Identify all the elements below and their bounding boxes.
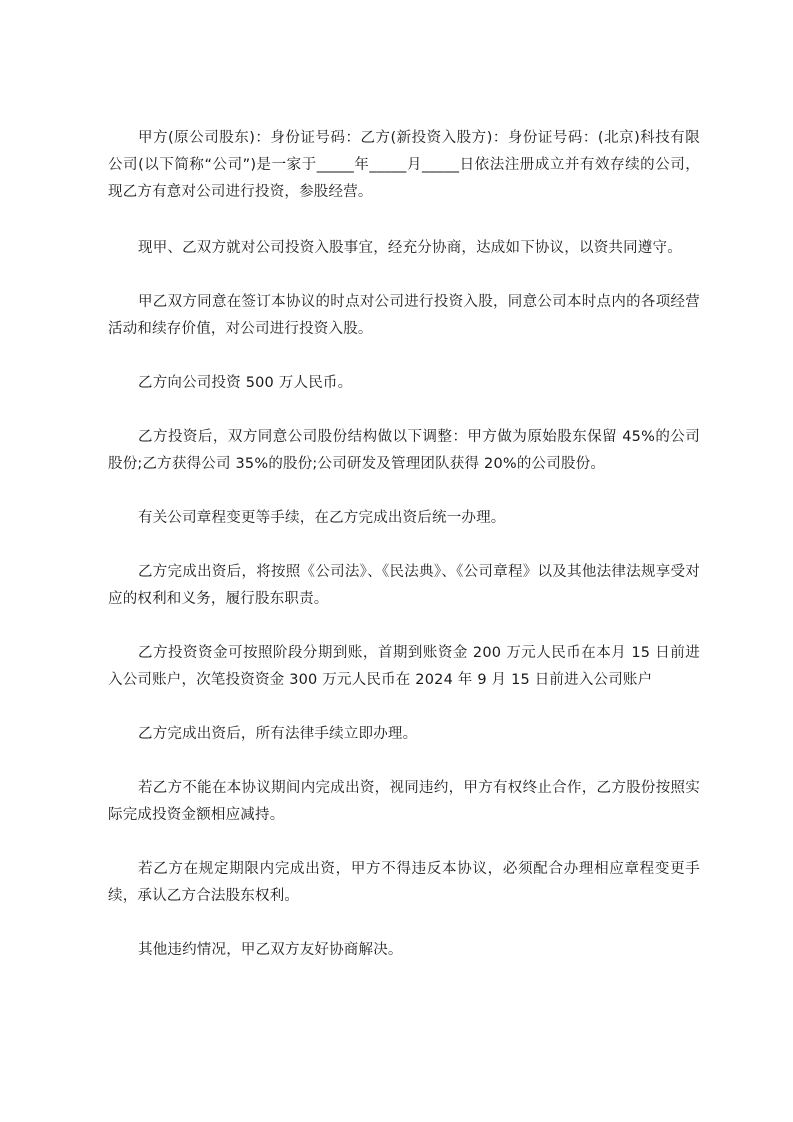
document-body (108, 125, 700, 991)
paragraph-rights-obligations: 乙方完成出资后，将按照《公司法》、《民法典》、《公司章程》以及其他法律法规享受对应的权利和义务，履行股东职责。 (108, 564, 700, 607)
paragraph-agreement-intro: 现甲、乙双方就对公司投资入股事宜，经充分协商，达成如下协议，以资共同遵守。 (138, 240, 682, 256)
paragraph-legal-procedures: 乙方完成出资后，所有法律手续立即办理。 (138, 726, 418, 742)
paragraph-parties: 甲方(原公司股东)：身份证号码：乙方(新投资入股方)：身份证号码：(北京)科技有限公司(以下简称“公司”)是一家于_____年_____月_____日依法注册成立并有效存续的公司，现乙方有意对公司进行投资，参股经营。 (108, 130, 700, 200)
paragraph-payment-schedule: 乙方投资资金可按照阶段分期到账，首期到账资金 200 万元人民币在本月 15 日前进入公司账户，次笔投资资金 300 万元人民币在 2024 年 9 月 15 日前进入公司账户 (108, 645, 700, 688)
paragraph-investment-amount: 乙方向公司投资 500 万人民币。 (138, 375, 353, 391)
paragraph-investment-consent: 甲乙双方同意在签订本协议的时点对公司进行投资入股，同意公司本时点内的各项经营活动和续存价值，对公司进行投资入股。 (108, 294, 700, 337)
paragraph-share-structure: 乙方投资后，双方同意公司股份结构做以下调整：甲方做为原始股东保留 45%的公司股份;乙方获得公司 35%的股份;公司研发及管理团队获得 20%的公司股份。 (108, 429, 700, 472)
paragraph-other-disputes: 其他违约情况，甲乙双方友好协商解决。 (138, 942, 403, 958)
paragraph-cooperation-clause: 若乙方在规定期限内完成出资，甲方不得违反本协议，必须配合办理相应章程变更手续，承认乙方合法股东权利。 (108, 861, 700, 904)
paragraph-default-clause: 若乙方不能在本协议期间内完成出资，视同违约，甲方有权终止合作，乙方股份按照实际完成投资金额相应减持。 (108, 780, 700, 823)
paragraph-charter-change: 有关公司章程变更等手续，在乙方完成出资后统一办理。 (138, 510, 506, 526)
